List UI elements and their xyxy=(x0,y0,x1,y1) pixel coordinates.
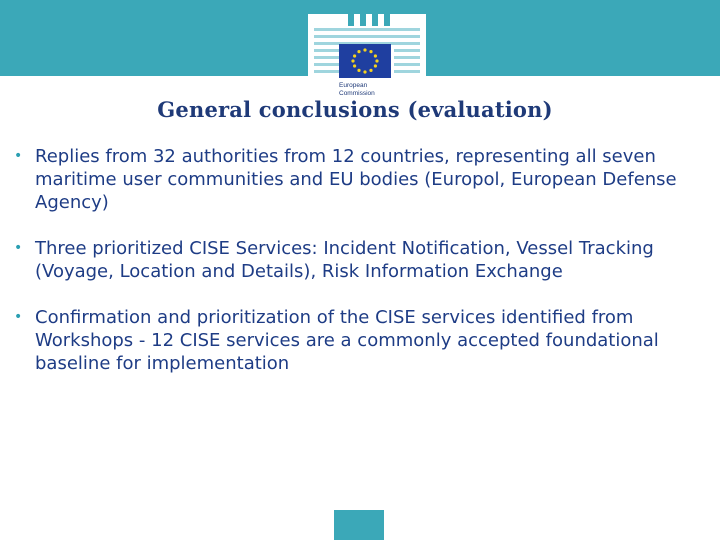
bullet-dot-icon: • xyxy=(14,240,23,256)
svg-text:European: European xyxy=(339,82,368,89)
bullet-text: Three prioritized CISE Services: Incident Notification, Vessel Tracking (Voyage, Location and Details), Risk Information Exchange xyxy=(35,238,654,282)
bullet-item xyxy=(14,145,704,214)
european-commission-logo xyxy=(308,14,426,100)
bullet-text: Replies from 32 authorities from 12 countries, representing all seven maritime user communities and EU bodies (Europol, European Defense Agency) xyxy=(35,146,677,213)
svg-text:Commission: Commission xyxy=(339,90,375,97)
bullet-list xyxy=(14,145,704,398)
slide-title: General conclusions (evaluation) xyxy=(157,97,553,122)
bullet-dot-icon: • xyxy=(14,148,23,164)
page-marker-tab xyxy=(334,510,384,540)
bullet-item xyxy=(14,237,704,283)
bullet-item xyxy=(14,306,704,375)
bullet-dot-icon: • xyxy=(14,309,23,325)
bullet-text: Confirmation and prioritization of the CISE services identified from Workshops - 12 CISE services are a commonly accepted foundational baseline for implementation xyxy=(35,307,659,374)
